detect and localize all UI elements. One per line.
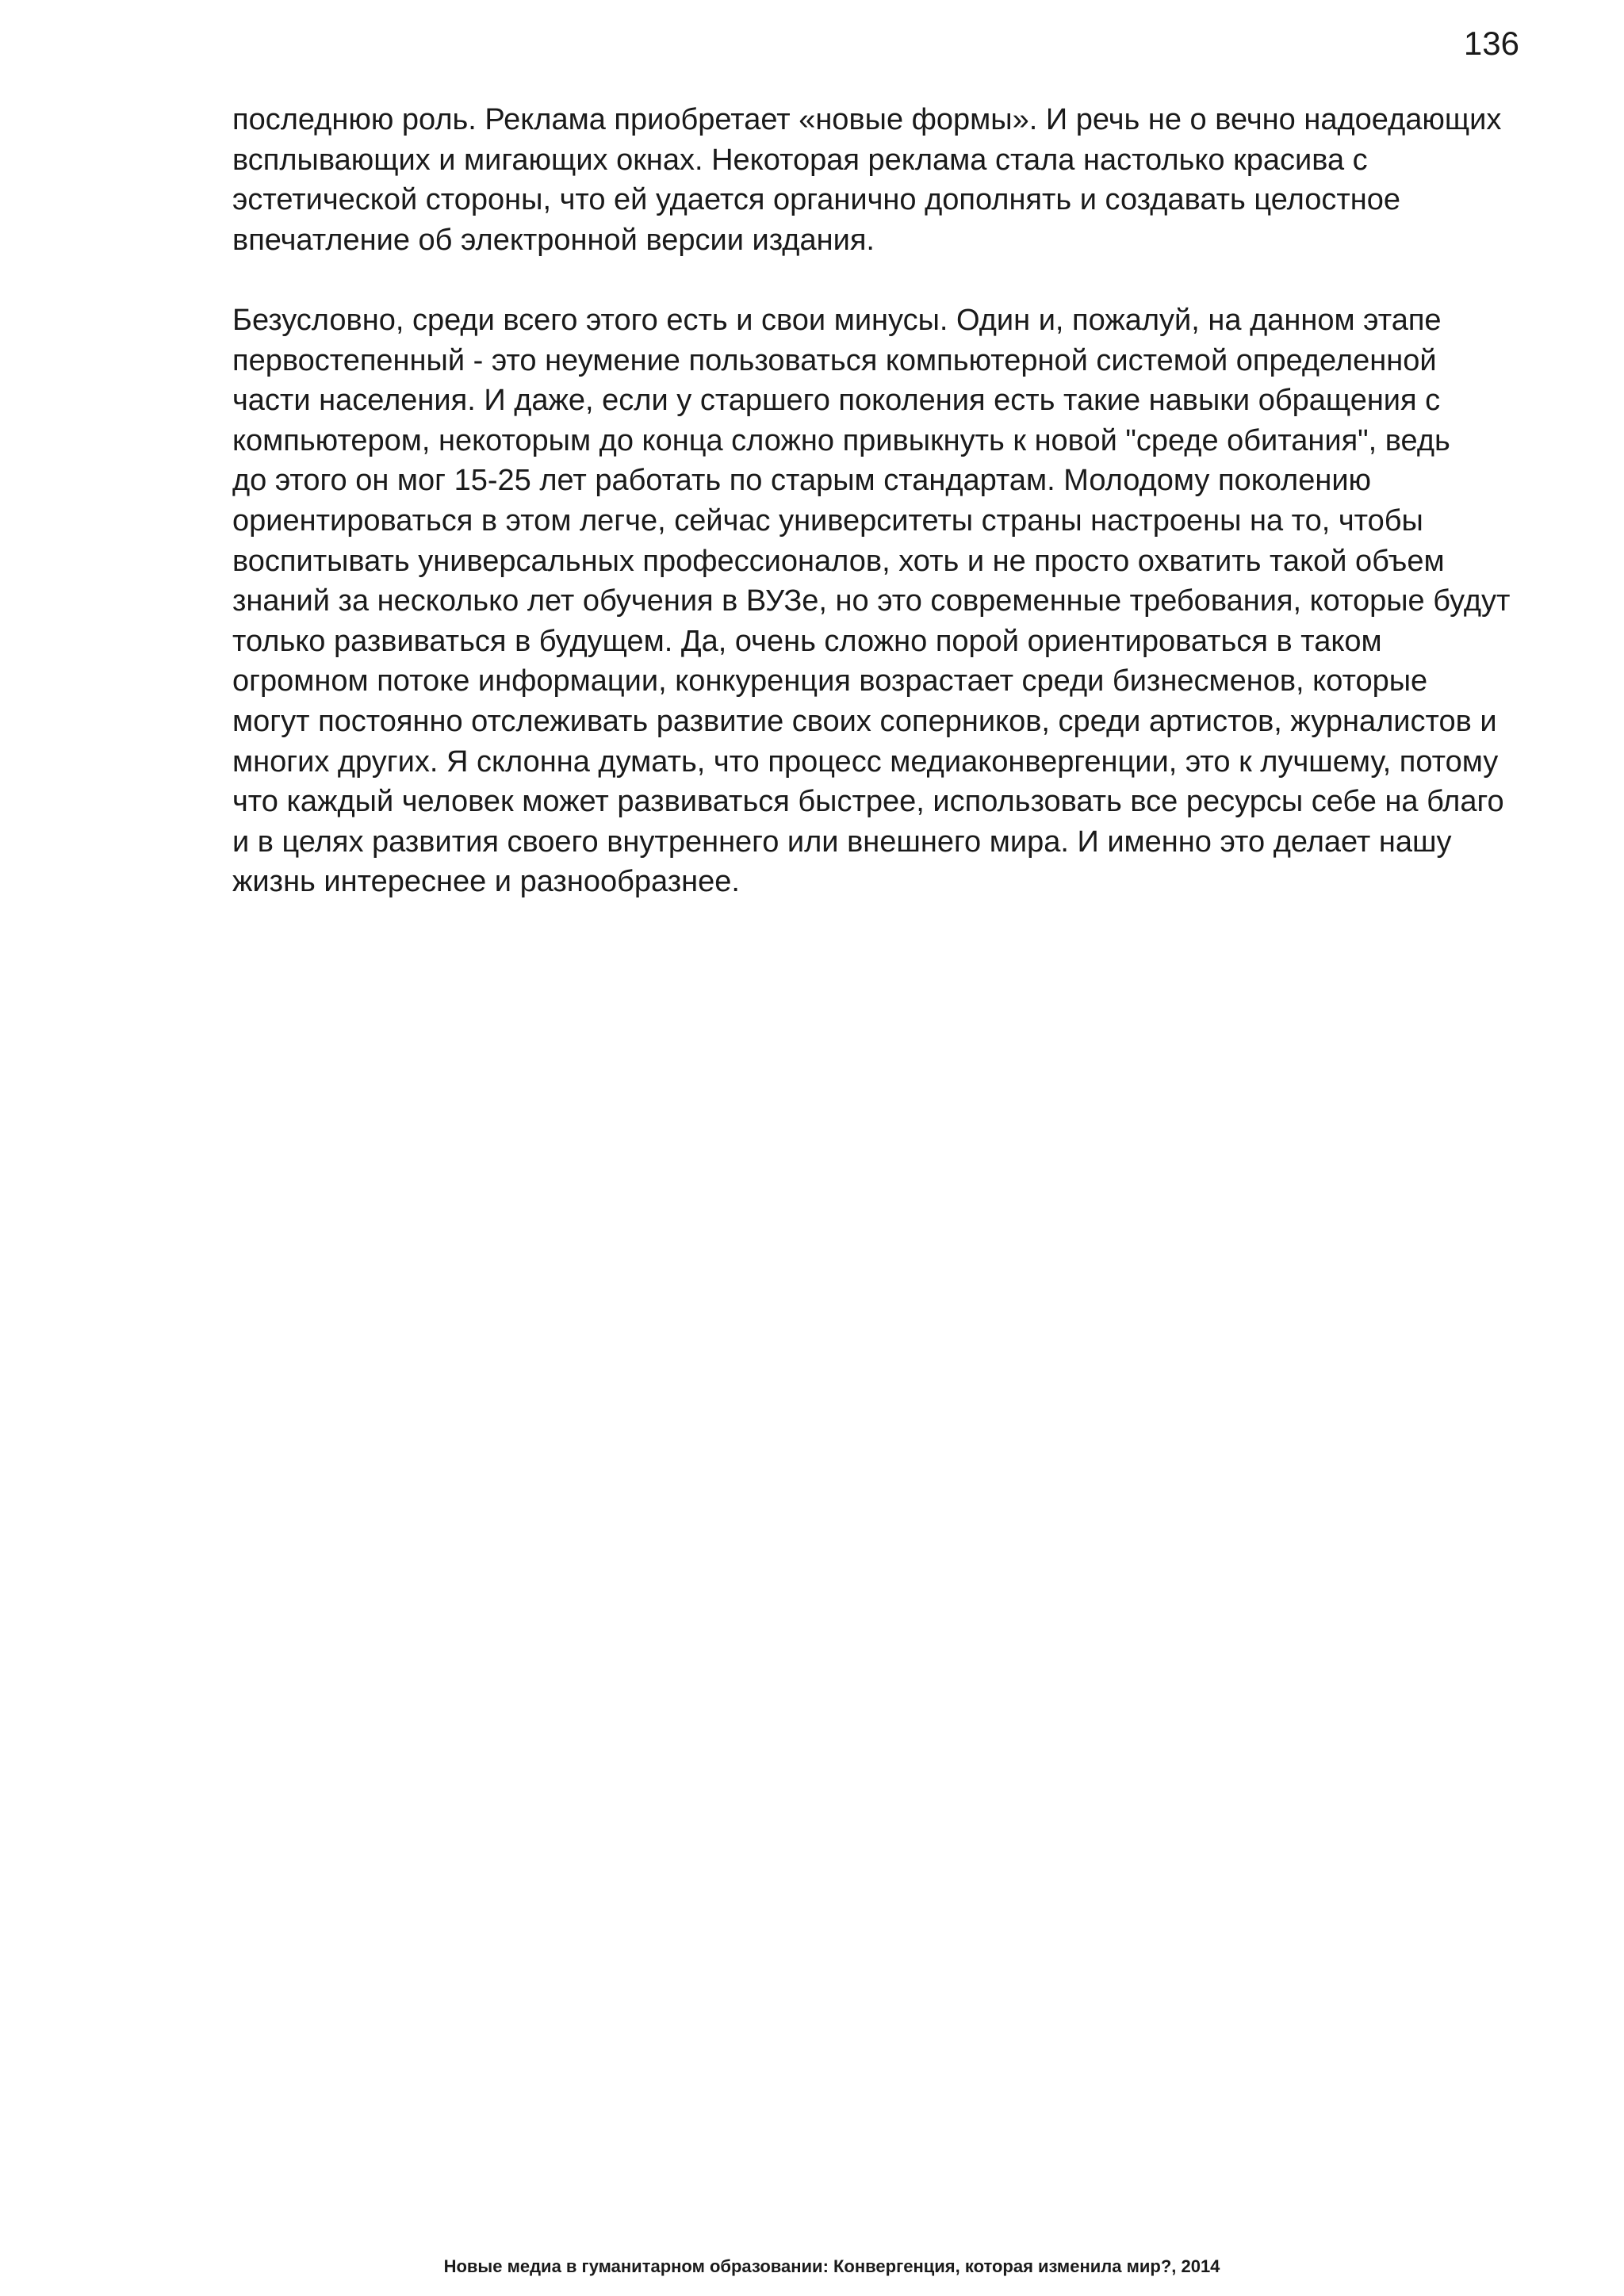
text-line: что каждый человек может развиваться быстрее, использовать все ресурсы себе на благо bbox=[232, 785, 1504, 819]
body-text bbox=[232, 100, 1533, 902]
paragraph-gap bbox=[232, 260, 1533, 300]
page-number: 136 bbox=[1463, 25, 1519, 62]
text-line: впечатление об электронной версии издания. bbox=[232, 223, 875, 257]
text-line: всплывающих и мигающих окнах. Некоторая реклама стала настолько красива с bbox=[232, 143, 1368, 177]
text-line: части населения. И даже, если у старшего поколения есть такие навыки обращения с bbox=[232, 384, 1441, 418]
text-line: только развиваться в будущем. Да, очень сложно порой ориентироваться в таком bbox=[232, 624, 1382, 658]
text-line: Безусловно, среди всего этого есть и свои минусы. Один и, пожалуй, на данном этапе bbox=[232, 303, 1442, 337]
text-line: компьютером, некоторым до конца сложно привыкнуть к новой "среде обитания", ведь bbox=[232, 423, 1450, 457]
text-line: огромном потоке информации, конкуренция возрастает среди бизнесменов, которые bbox=[232, 664, 1428, 698]
text-line: до этого он мог 15-25 лет работать по старым стандартам. Молодому поколению bbox=[232, 464, 1372, 498]
text-line: воспитывать универсальных профессионалов, хоть и не просто охватить такой объем bbox=[232, 544, 1445, 578]
text-line: последнюю роль. Реклама приобретает «новые формы». И речь не о вечно надоедающих bbox=[232, 103, 1502, 136]
text-line: многих других. Я склонна думать, что процесс медиаконвергенции, это к лучшему, потому bbox=[232, 744, 1499, 779]
text-line: ориентироваться в этом легче, сейчас университеты страны настроены на то, чтобы bbox=[232, 503, 1423, 538]
text-line: могут постоянно отслеживать развитие своих соперников, среди артистов, журналистов и bbox=[232, 704, 1497, 738]
text-line: и в целях развития своего внутреннего или внешнего мира. И именно это делает нашу bbox=[232, 825, 1452, 859]
text-line: первостепенный - это неумение пользоваться компьютерной системой определенной bbox=[232, 343, 1437, 377]
text-line: эстетической стороны, что ей удается органично дополнять и создавать целостное bbox=[232, 183, 1401, 217]
page-footer: Новые медиа в гуманитарном образовании: Конвергенция, которая изменила мир?, 2014 bbox=[443, 2256, 1220, 2276]
paragraph-2 bbox=[232, 300, 1533, 902]
text-line: знаний за несколько лет обучения в ВУЗе, но это современные требования, которые будут bbox=[232, 584, 1511, 618]
paragraph-1 bbox=[232, 100, 1533, 260]
text-line: жизнь интереснее и разнообразнее. bbox=[232, 865, 740, 899]
